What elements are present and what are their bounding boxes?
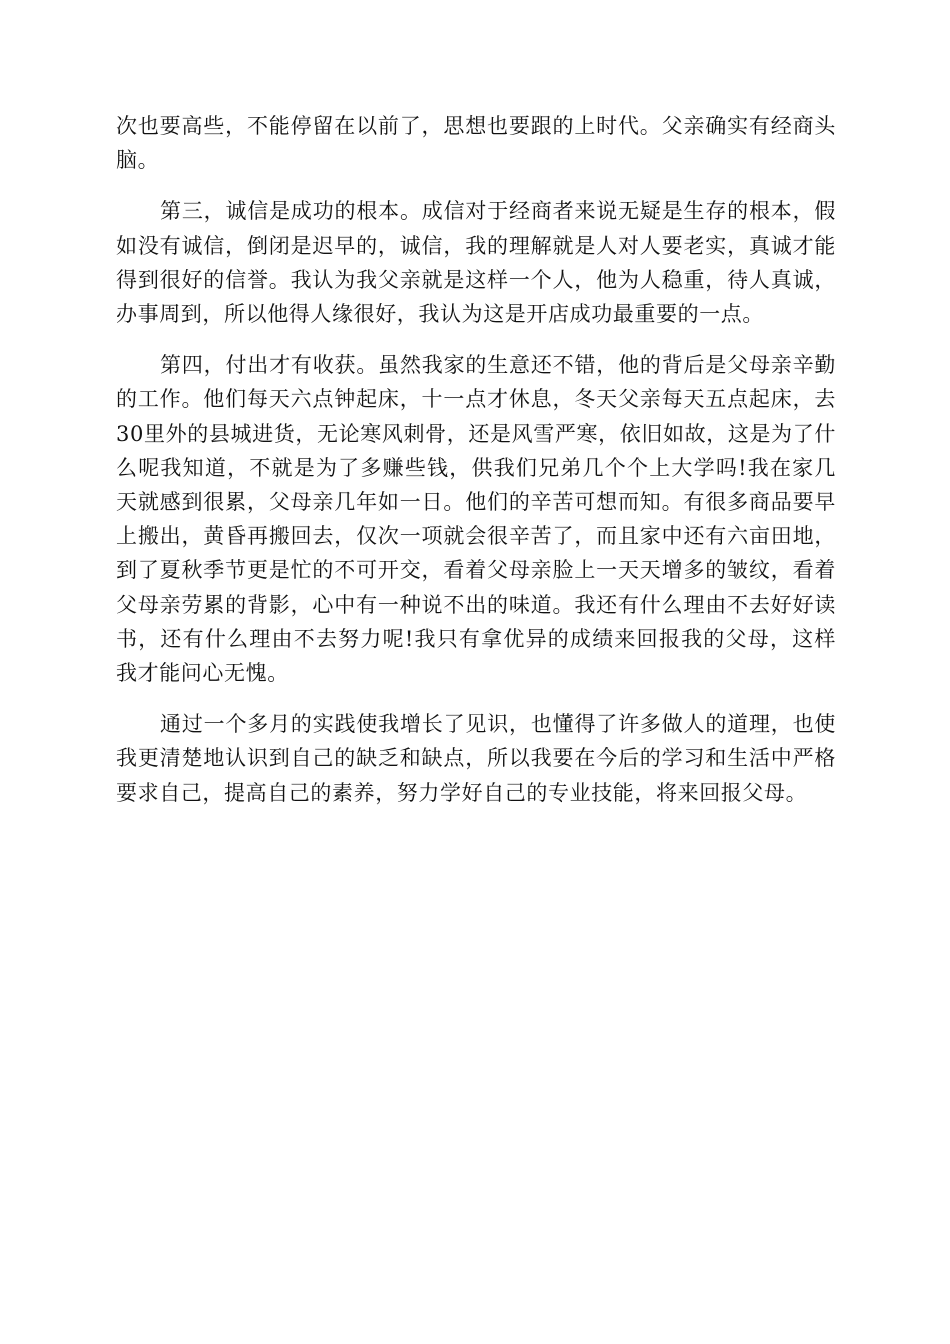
paragraph-continuation: 次也要高些，不能停留在以前了，思想也要跟的上时代。父亲确实有经商头脑。 xyxy=(116,114,836,173)
document-body xyxy=(116,109,836,827)
paragraph-integrity: 第三，诚信是成功的根本。成信对于经商者来说无疑是生存的根本，假如没有诚信，倒闭是迟早的，诚信，我的理解就是人对人要老实，真诚才能得到很好的信誉。我认为我父亲就是这样一个人，他为人稳重，待人真诚，办事周到，所以他得人缘很好，我认为这是开店成功最重要的一点。 xyxy=(116,199,836,327)
paragraph-conclusion: 通过一个多月的实践使我增长了见识，也懂得了许多做人的道理，也使我更清楚地认识到自己的缺乏和缺点，所以我要在今后的学习和生活中严格要求自己，提高自己的素养，努力学好自己的专业技能，将来回报父母。 xyxy=(116,712,836,805)
paragraph-effort: 第四，付出才有收获。虽然我家的生意还不错，他的背后是父母亲辛勤的工作。他们每天六点钟起床，十一点才休息，冬天父亲每天五点起床，去30里外的县城进货，无论寒风刺骨，还是风雪严寒，依旧如故，这是为了什么呢我知道，不就是为了多赚些钱，供我们兄弟几个个上大学吗!我在家几天就感到很累，父母亲几年如一日。他们的辛苦可想而知。有很多商品要早上搬出，黄昏再搬回去，仅次一项就会很辛苦了，而且家中还有六亩田地，到了夏秋季节更是忙的不可开交，看着父母亲脸上一天天增多的皱纹，看着父母亲劳累的背影，心中有一种说不出的味道。我还有什么理由不去好好读书，还有什么理由不去努力呢!我只有拿优异的成绩来回报我的父母，这样我才能问心无愧。 xyxy=(116,353,836,686)
